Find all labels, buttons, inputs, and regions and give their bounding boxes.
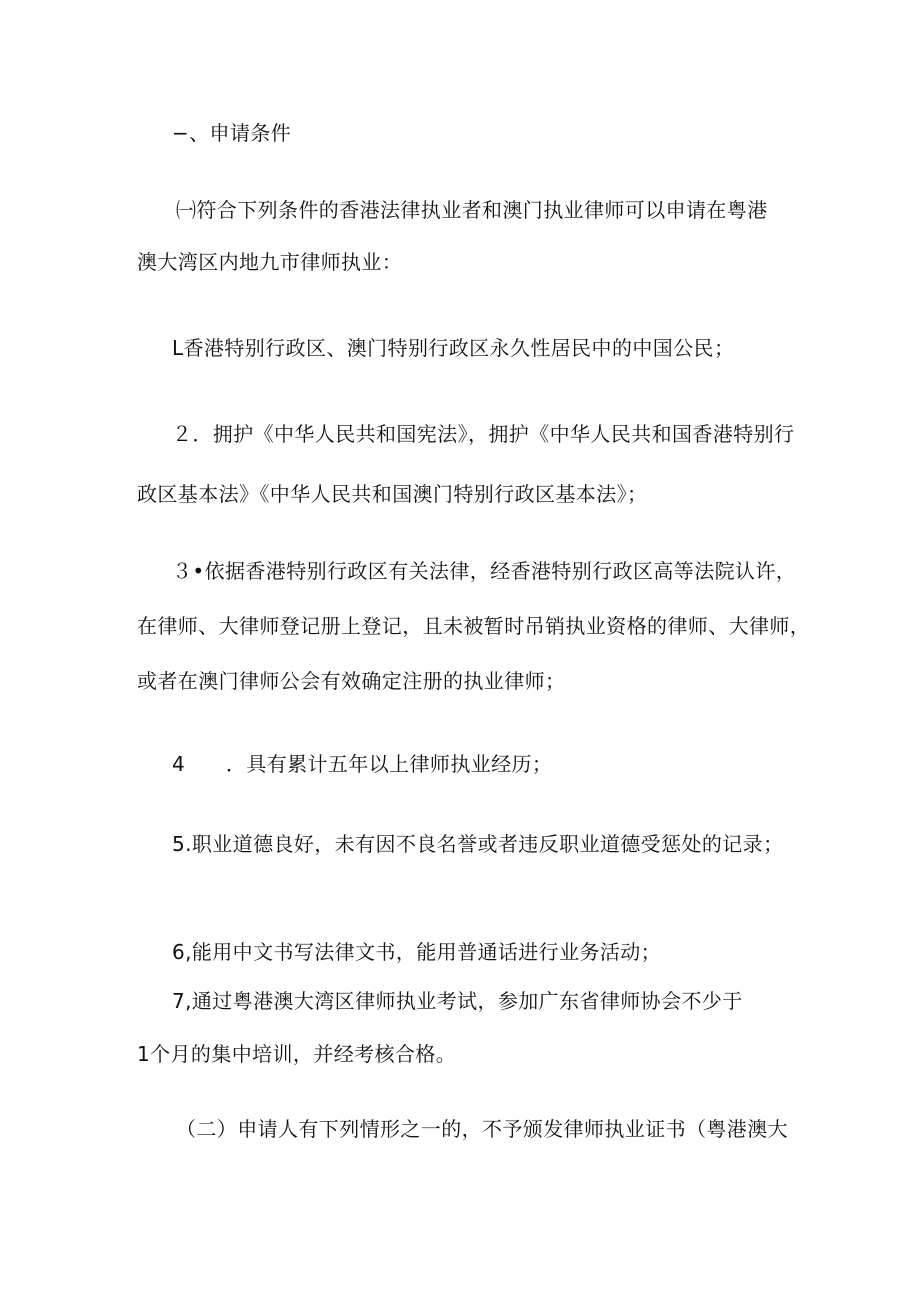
list-item-4: 4 ．具有累计五年以上律师执业经历； (172, 752, 553, 776)
list-item-6: 6,能用中文书写法律文书，能用普通话进行业务活动； (172, 940, 662, 964)
list-item-3-line-3: 或者在澳门律师公会有效确定注册的执业律师； (137, 669, 566, 693)
list-item-2-line-1: ２．拥护《中华人民共和国宪法》，拥护《中华人民共和国香港特别行 (172, 422, 795, 446)
paragraph-1-line-1: ㈠符合下列条件的香港法律执业者和澳门执业律师可以申请在粤港 (176, 198, 768, 222)
list-item-3-line-1: ３•依据香港特别行政区有关法律，经香港特别行政区高等法院认许， (172, 559, 797, 583)
list-item-1: L香港特别行政区、澳门特别行政区永久性居民中的中国公民； (172, 336, 735, 360)
list-item-7-line-2: 1个月的集中培训，并经考核合格。 (137, 1042, 457, 1066)
list-item-5: 5.职业道德良好，未有因不良名誉或者违反职业道德受惩处的记录； (172, 832, 784, 856)
list-item-2-line-2: 政区基本法》《中华人民共和国澳门特别行政区基本法》； (137, 482, 648, 506)
paragraph-1-line-2: 澳大湾区内地九市律师执业： (137, 250, 403, 274)
list-item-7-line-1: 7,通过粤港澳大湾区律师执业考试，参加广东省律师协会不少于 (172, 989, 743, 1013)
paragraph-2-line-1: （二）申请人有下列情形之一的，不予颁发律师执业证书（粤港澳大 (176, 1117, 788, 1141)
list-item-3-line-2: 在律师、大律师登记册上登记，且未被暂时吊销执业资格的律师、大律师， (137, 614, 811, 638)
section-heading: −、申请条件 (172, 121, 292, 145)
